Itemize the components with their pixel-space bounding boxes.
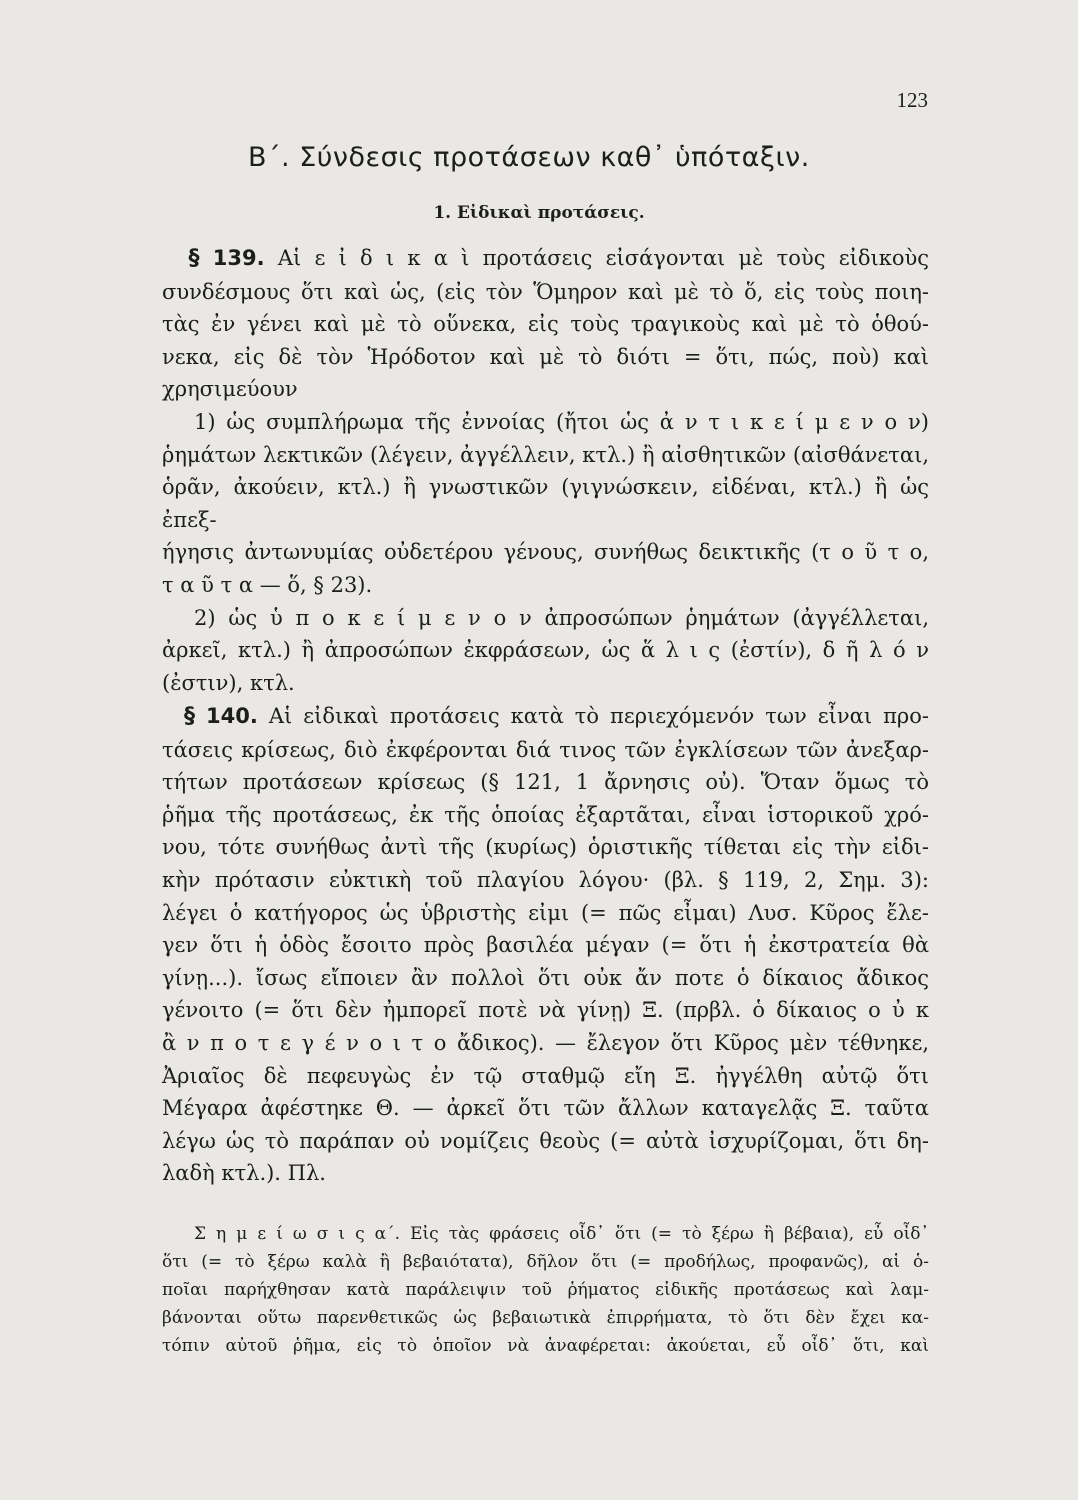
- paragraph-140: [162, 700, 929, 1190]
- text-line: γίνῃ...). ἴσως εἴποιεν ἂν πολλοὶ ὅτι οὐκ ἄν ποτε ὁ δίκαιος ἄδικος: [162, 965, 929, 990]
- text-line: ῥημάτων λεκτικῶν (λέγειν, ἀγγέλλειν, κτλ.) ἢ αἰσθητικῶν (αἰσθάνεται,: [162, 442, 929, 467]
- text-line: συνδέσμους ὅτι καὶ ὡς, (εἰς τὸν Ὅμηρον καὶ μὲ τὸ ὅ, εἰς τοὺς ποιη-: [162, 279, 929, 304]
- note-line: βάνονται οὕτω παρενθετικῶς ὡς βεβαιωτικὰ ἐπιρρήματα, τὸ ὅτι δὲν ἔχει κα-: [162, 1308, 929, 1328]
- subsection-heading: 1. Εἰδικαὶ προτάσεις.: [433, 203, 645, 223]
- paragraph-139: [162, 242, 929, 699]
- text-line: τάσεις κρίσεως, διὸ ἐκφέρονται διά τινος τῶν ἐγκλίσεων τῶν ἀνεξαρ-: [162, 737, 929, 762]
- text-line: ὁρᾶν, ἀκούειν, κτλ.) ἢ γνωστικῶν (γιγνώσκειν, εἰδέναι, κτλ.) ἢ ὡς ἐπεξ-: [162, 475, 929, 532]
- page-number: 123: [896, 88, 928, 112]
- text-line: νου, τότε συνήθως ἀντὶ τῆς (κυρίως) ὁριστικῆς τίθεται εἰς τὴν εἰδι-: [162, 835, 929, 860]
- paragraph-number: 140.: [206, 704, 258, 728]
- text-line: ήγησις ἀντωνυμίας οὐδετέρου γένους, συνήθως δεικτικῆς (τ ο ῦ τ ο,: [162, 540, 929, 565]
- text-line: Μέγαρα ἀφέστηκε Θ. — ἀρκεῖ ὅτι τῶν ἄλλων καταγελᾷς Ξ. ταῦτα: [162, 1096, 929, 1121]
- text-line: λαδὴ κτλ.). Πλ.: [162, 1161, 326, 1186]
- text-line: τ α ῦ τ α — ὅ, § 23).: [162, 572, 373, 597]
- text-line: 1) ὡς συμπλήρωμα τῆς ἐννοίας (ἤτοι ὡς ἀ ν τ ι κ ε ί μ ε ν ο ν): [194, 409, 929, 434]
- text-line: (ἐστιν), κτλ.: [162, 670, 295, 695]
- text-line: γένοιτο (= ὅτι δὲν ἠμπορεῖ ποτὲ νὰ γίνῃ) Ξ. (πρβλ. ὁ δίκαιος ο ὐ κ: [162, 998, 929, 1023]
- note-line: ποῖαι παρήχθησαν κατὰ παράλειψιν τοῦ ῥήματος εἰδικῆς προτάσεως καὶ λαμ-: [162, 1280, 929, 1300]
- text-line: ἂ ν π ο τ ε γ έ ν ο ι τ ο ἄδικος). — ἔλεγον ὅτι Κῦρος μὲν τέθνηκε,: [162, 1030, 929, 1055]
- text-line: λέγει ὁ κατήγορος ὡς ὑβριστὴς εἰμι (= πῶς εἶμαι) Λυσ. Κῦρος ἔλε-: [162, 900, 929, 925]
- text-line: ῥῆμα τῆς προτάσεως, ἐκ τῆς ὁποίας ἐξαρτᾶται, εἶναι ἱστορικοῦ χρό-: [162, 802, 929, 827]
- paragraph-number: 139.: [212, 246, 265, 270]
- text-line-content: Αἱ ε ἰ δ ι κ α ὶ προτάσεις εἰσάγονται μὲ τοὺς εἰδικοὺς: [277, 246, 929, 270]
- note-line: Σ η μ ε ί ω σ ι ς α΄. Εἰς τὰς φράσεις οἶδ᾽ ὅτι (= τὸ ξέρω ἢ βέβαια), εὖ οἶδ᾽: [194, 1224, 929, 1244]
- text-line: τήτων προτάσεων κρίσεως (§ 121, 1 ἄρνησις οὐ). Ὅταν ὅμως τὸ: [162, 770, 929, 795]
- section-heading: Β΄. Σύνδεσις προτάσεων καθ᾽ ὑπόταξιν.: [248, 142, 810, 173]
- text-line: γεν ὅτι ἡ ὁδὸς ἔσοιτο πρὸς βασιλέα μέγαν (= ὅτι ἡ ἐκστρατεία θὰ: [162, 933, 929, 958]
- text-line-content: Αἱ εἰδικαὶ προτάσεις κατὰ τὸ περιεχόμενόν των εἶναι προ-: [268, 704, 929, 728]
- note-line: τόπιν αὐτοῦ ῥῆμα, εἰς τὸ ὁποῖον νὰ ἀναφέρεται: ἀκούεται, εὖ οἶδ᾽ ὅτι, καὶ: [162, 1336, 929, 1356]
- text-line: νεκα, εἰς δὲ τὸν Ἡρόδοτον καὶ μὲ τὸ διότι = ὅτι, πώς, ποὺ) καὶ: [162, 344, 929, 369]
- text-line: [162, 700, 929, 734]
- text-line: χρησιμεύουν: [162, 377, 298, 402]
- paragraph-symbol: §: [188, 246, 200, 271]
- text-line: Ἀριαῖος δὲ πεφευγὼς ἐν τῷ σταθμῷ εἴη Ξ. ἠγγέλθη αὐτῷ ὅτι: [162, 1063, 929, 1088]
- text-line: τὰς ἐν γένει καὶ μὲ τὸ οὕνεκα, εἰς τοὺς τραγικοὺς καὶ μὲ τὸ ὁθού-: [162, 312, 929, 337]
- note-line: ὅτι (= τὸ ξέρω καλὰ ἢ βεβαιότατα), δῆλον ὅτι (= προδήλως, προφανῶς), αἱ ὁ-: [162, 1252, 929, 1272]
- text-line: ἀρκεῖ, κτλ.) ἢ ἀπροσώπων ἐκφράσεων, ὡς ἅ λ ι ς (ἐστίν), δ ῆ λ ό ν: [162, 638, 929, 663]
- paragraph-symbol: §: [184, 704, 196, 729]
- text-line: λέγω ὡς τὸ παράπαν οὐ νομίζεις θεοὺς (= αὐτὰ ἰσχυρίζομαι, ὅτι δη-: [162, 1128, 929, 1153]
- text-line: κὴν πρότασιν εὐκτικὴ τοῦ πλαγίου λόγου· (βλ. § 119, 2, Σημ. 3):: [162, 867, 929, 892]
- text-line: [162, 242, 929, 276]
- note-alpha: [162, 1220, 929, 1360]
- text-line: 2) ὡς ὑ π ο κ ε ί μ ε ν ο ν ἀπροσώπων ῥημάτων (ἀγγέλλεται,: [194, 605, 929, 630]
